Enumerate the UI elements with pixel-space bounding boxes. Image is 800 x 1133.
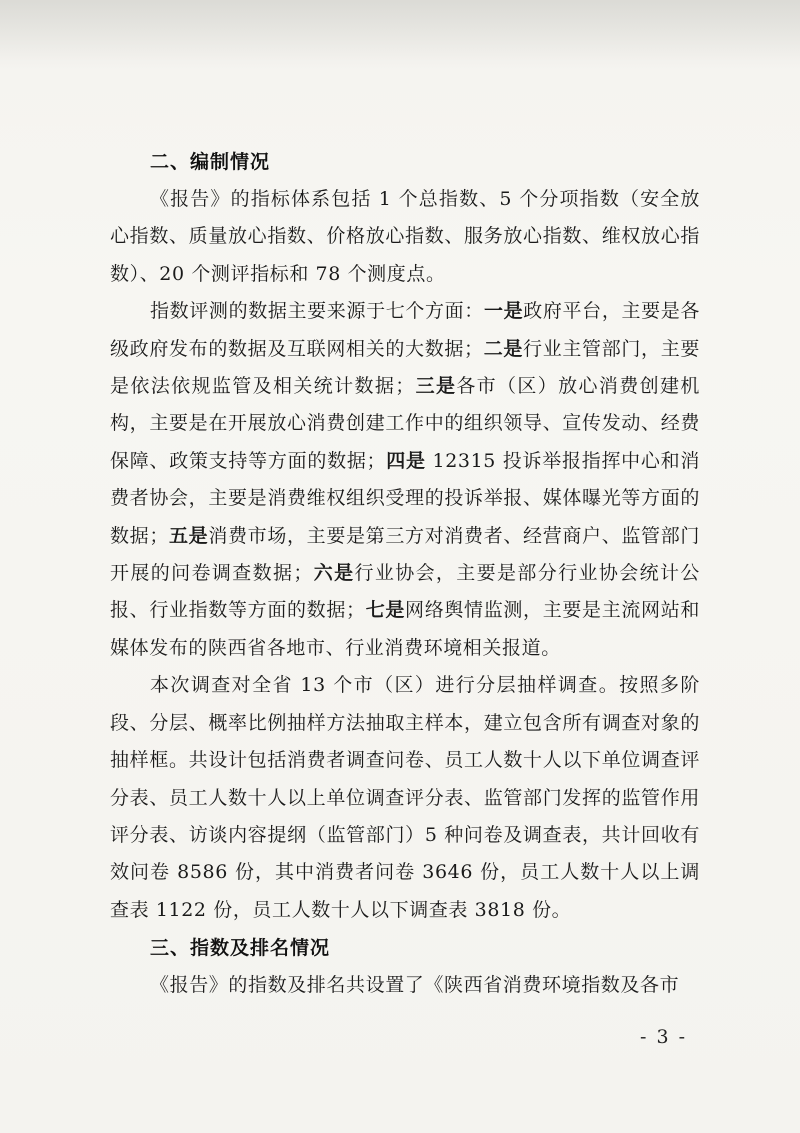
data-sources-intro: 指数评测的数据主要来源于七个方面： (150, 300, 484, 323)
source-label-7: 七是 (365, 599, 406, 622)
page-number: - 3 - (640, 1026, 688, 1048)
source-text-7: 网络舆情监测，主要是主流网站和媒体发布的陕西省各地市、行业消费环境相关报道。 (110, 599, 700, 659)
paragraph-ranking-intro: 《报告》的指数及排名共设置了《陕西省消费环境指数及各市 (150, 974, 680, 997)
source-text-5: 消费市场，主要是第三方对消费者、经营商户、监管部门开展的问卷调查数据； (110, 524, 700, 585)
document-body (110, 143, 700, 1005)
scan-shadow (0, 0, 800, 70)
source-text-4: 12315 投诉举报指挥中心和消费者协会，主要是消费维权组织受理的投诉举报、媒体曝光等方面的数据； (110, 449, 700, 547)
section-heading-compilation: 二、编制情况 (150, 151, 271, 173)
source-label-2: 二是 (483, 337, 524, 360)
source-label-3: 三是 (414, 375, 457, 398)
source-text-6: 行业协会，主要是部分行业协会统计公报、行业指数等方面的数据； (110, 562, 700, 622)
paragraph-data-sources (110, 293, 700, 667)
source-text-3: 各市（区）放心消费创建机构，主要是在开展放心消费创建工作中的组织领导、宣传发动、经费保障、政策支持等方面的数据； (110, 375, 700, 472)
paragraph-survey-method: 本次调查对全省 13 个市（区）进行分层抽样调查。按照多阶段、分层、概率比例抽样方法抽取主样本，建立包含所有调查对象的抽样框。共设计包括消费者调查问卷、员工人数十人以下单位调查评分表、员工人数十人以上单位调查评分表、监管部门发挥的监管作用评分表、访谈内容提纲（监管部门）5 种问卷及调查表，共计回收有效问卷 8586 份，其中消费者问卷 3646 份，员工人数十人以上调查表 1122 份，员工人数十人以下调查表 3818 份。 (110, 674, 700, 921)
source-text-1: 政府平台，主要是各级政府发布的数据及互联网相关的大数据； (110, 300, 701, 360)
source-label-6: 六是 (312, 562, 355, 585)
source-label-5: 五是 (168, 524, 209, 547)
source-text-2: 行业主管部门，主要是依法依规监管及相关统计数据； (110, 337, 700, 398)
source-label-1: 一是 (483, 300, 524, 323)
paragraph-index-system: 《报告》的指标体系包括 1 个总指数、5 个分项指数（安全放心指数、质量放心指数、价格放心指数、服务放心指数、维权放心指数）、20 个测评指标和 78 个测度点。 (110, 188, 700, 285)
section-heading-ranking: 三、指数及排名情况 (150, 937, 331, 960)
source-label-4: 四是 (386, 449, 426, 472)
